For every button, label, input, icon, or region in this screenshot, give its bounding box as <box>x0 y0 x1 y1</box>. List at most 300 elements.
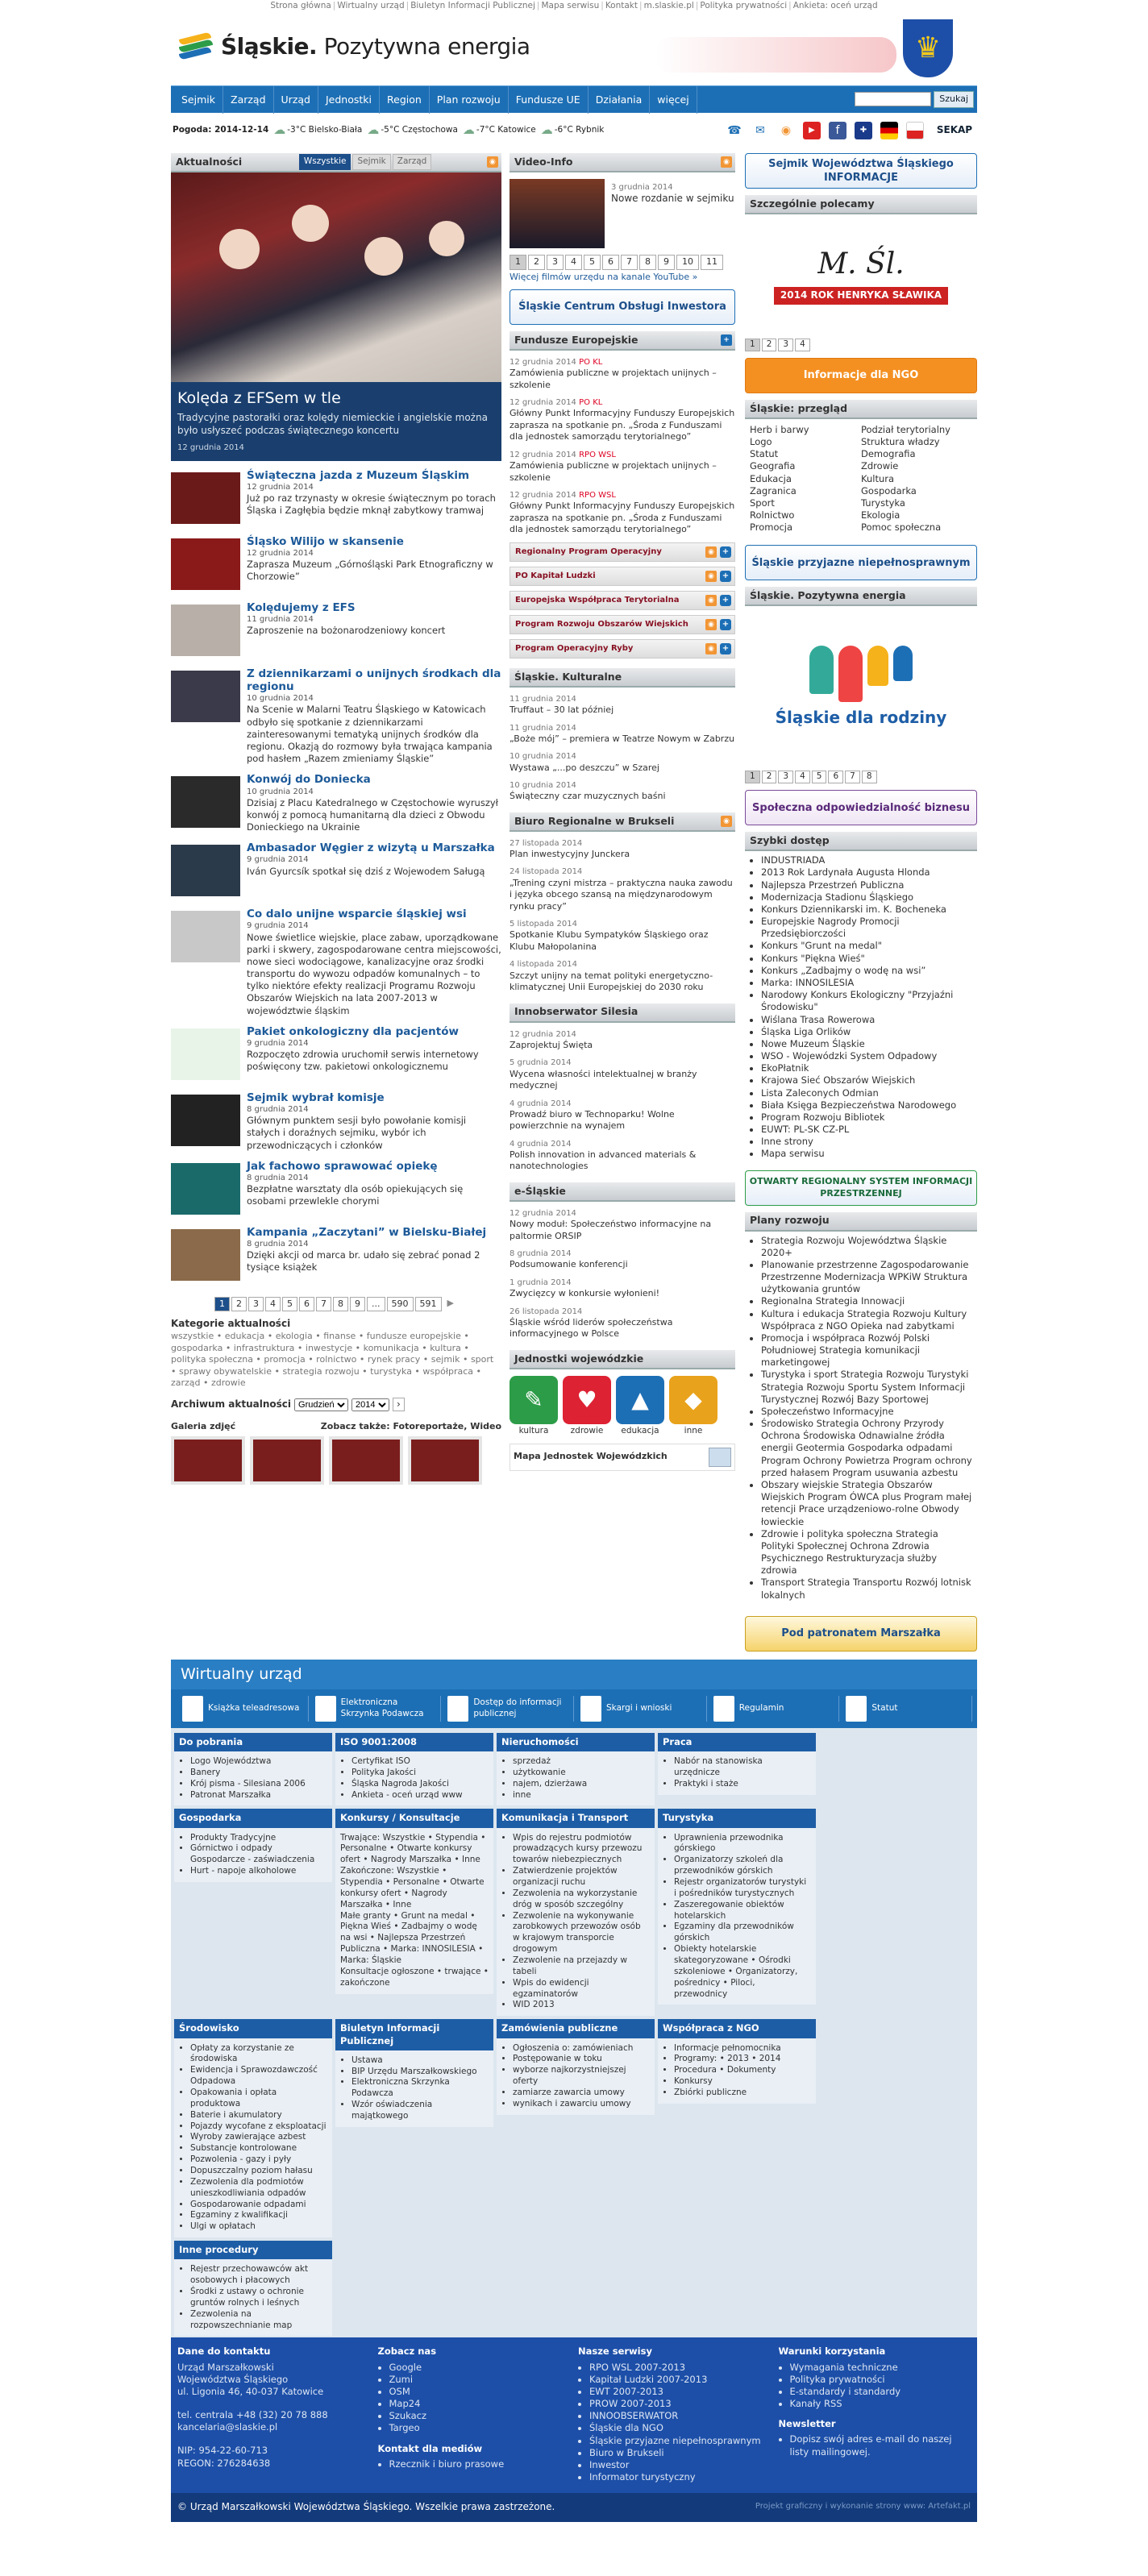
item-text[interactable]: Zamówienia publiczne w projektach unijnych – szkolenie <box>510 368 717 390</box>
hero-title[interactable]: Kolęda z EFSem w tle <box>177 389 341 407</box>
service-panel-link[interactable]: • Procedura • Dokumenty <box>674 2065 811 2076</box>
item-text[interactable]: Nowy moduł: Społeczeństwo informacyjne na paltormie ORSIP <box>510 1219 712 1241</box>
nav-item[interactable]: Plan rozwoju <box>430 86 509 114</box>
virtual-office-link[interactable] <box>441 1696 574 1722</box>
news-thumb[interactable] <box>171 911 240 962</box>
plus-icon[interactable]: + <box>720 595 731 606</box>
family-pager-page[interactable]: 8 <box>862 771 877 783</box>
plus-icon[interactable]: + <box>720 546 731 558</box>
news-thumb[interactable] <box>171 845 240 896</box>
service-panel-title[interactable]: Zamówienia publiczne <box>497 2019 655 2038</box>
nav-item[interactable]: Fundusze UE <box>509 86 589 114</box>
service-panel-link[interactable]: • Programy: • 2013 • 2014 <box>674 2054 811 2065</box>
footer-link[interactable]: • Targeo <box>389 2422 571 2434</box>
pager-page[interactable]: 2 <box>231 1297 247 1312</box>
news-title[interactable]: Jak fachowo sprawować opiekę <box>247 1159 438 1173</box>
top-link[interactable]: m.slaskie.pl <box>643 1 694 10</box>
rss-icon[interactable]: ◉ <box>487 156 498 168</box>
sejmik-banner[interactable]: Sejmik Województwa Śląskiego INFORMACJE <box>745 153 977 189</box>
item-text[interactable]: Spotkanie Klubu Sympatyków Śląskiego oraz Klubu Małopolanina <box>510 929 709 952</box>
service-panel-title[interactable]: Praca <box>658 1733 816 1751</box>
news-title[interactable]: Śląsko Wilijo w skansenie <box>247 534 404 548</box>
service-panel-link[interactable]: • Wzór oświadczenia majątkowego <box>351 2100 489 2122</box>
recommended-pager-page[interactable]: 2 <box>762 339 777 351</box>
nav-item[interactable]: Zarząd <box>223 86 274 114</box>
funds-subsection-label[interactable]: Regionalny Program Operacyjny <box>515 547 662 557</box>
overview-link[interactable]: Demografia <box>861 448 916 460</box>
service-panel-link[interactable]: • Polityka Jakości <box>351 1768 489 1779</box>
service-panel-link[interactable]: • Egzaminy dla przewodników górskich <box>674 1922 811 1944</box>
service-panel-link[interactable]: • Egzaminy z kwalifikacji <box>190 2210 327 2221</box>
family-pager-page[interactable]: 7 <box>845 771 860 783</box>
virtual-office-label[interactable]: Elektroniczna Skrzynka Podawcza <box>340 1697 424 1718</box>
dated-item[interactable] <box>510 1278 735 1300</box>
item-text[interactable]: Świąteczny czar muzycznych baśni <box>510 791 666 802</box>
overview-link[interactable]: Herb i barwy <box>750 423 809 435</box>
item-tag[interactable]: RPO WSL <box>579 450 616 459</box>
nav-item[interactable]: Urząd <box>274 86 318 114</box>
plan-link[interactable]: • Strategia Rozwoju Województwa Śląskie 2020+ <box>761 1235 972 1259</box>
service-panel-link[interactable]: • Substancje kontrolowane <box>190 2143 327 2154</box>
service-panel-link[interactable]: • Baterie i akumulatory <box>190 2110 327 2121</box>
dated-item[interactable] <box>510 450 735 484</box>
funds-subsection[interactable] <box>510 615 735 634</box>
dated-item[interactable] <box>510 919 735 953</box>
service-panel-link[interactable]: • Wpis do rejestru podmiotów prowadzących kursy przewozu towarów niebezpiecznych <box>513 1833 650 1867</box>
family-pager-page[interactable]: 3 <box>778 771 793 783</box>
quick-access-link[interactable]: • Program Rozwoju Bibliotek <box>761 1111 972 1124</box>
footer-link[interactable]: • RPO WSL 2007-2013 <box>589 2362 771 2374</box>
service-panel-link[interactable]: • Ulgi w opłatach <box>190 2221 327 2233</box>
dated-item[interactable] <box>510 1099 735 1132</box>
gallery-thumb[interactable] <box>171 1436 245 1485</box>
virtual-office-label[interactable]: Dostęp do informacji publicznej <box>473 1697 562 1718</box>
rss-icon[interactable]: ◉ <box>705 571 717 582</box>
archive-year-select[interactable] <box>351 1398 389 1411</box>
news-item[interactable] <box>171 601 501 659</box>
service-panel-link[interactable]: • Zezwolenie na wykonywanie zarobkowych przewozów osób w krajowym transporcie drogowym <box>513 1911 650 1955</box>
service-panel-link[interactable]: • Zezwolenie na przejazdy w tabeli <box>513 1955 650 1978</box>
quick-access-link[interactable]: • INDUSTRIADA <box>761 854 972 866</box>
service-panel-link[interactable]: • Dopuszczalny poziom hałasu <box>190 2166 327 2177</box>
footer-link[interactable]: • Kanały RSS <box>790 2398 971 2410</box>
news-title[interactable]: Ambasador Węgier z wizytą u Marszałka <box>247 841 495 855</box>
footer-link[interactable]: • Polityka prywatności <box>790 2374 971 2386</box>
gallery-thumb[interactable] <box>408 1436 482 1485</box>
coi-banner[interactable]: Śląskie Centrum Obsługi Inwestora <box>510 289 735 325</box>
unit-tile[interactable] <box>510 1376 558 1437</box>
dated-item[interactable] <box>510 357 735 391</box>
facebook-icon[interactable]: f <box>829 122 846 139</box>
unit-tile[interactable] <box>616 1376 664 1437</box>
service-panel-link[interactable]: • Krój pisma - Silesiana 2006 <box>190 1779 327 1790</box>
quick-access-link[interactable]: • Wiślana Trasa Rowerowa <box>761 1014 972 1026</box>
footer-link[interactable]: • Google <box>389 2362 571 2374</box>
dated-item[interactable] <box>510 866 735 912</box>
disabled-banner[interactable]: Śląskie przyjazne niepełnosprawnym <box>745 545 977 580</box>
footer-link[interactable]: • OSM <box>389 2386 571 2398</box>
item-tag[interactable]: RPO WSL <box>579 491 616 501</box>
plan-link[interactable]: • Promocja i współpraca Rozwój Polski Południowej Strategia komunikacji marketingowej <box>761 1332 972 1369</box>
service-panel-link[interactable]: • Ogłoszenia o: zamówieniach <box>513 2043 650 2055</box>
overview-link[interactable]: Promocja <box>750 521 793 534</box>
footer-link[interactable]: • Map24 <box>389 2398 571 2410</box>
item-text[interactable]: Śląskie wśród liderów społeczeństwa informacyjnego w Polsce <box>510 1316 673 1340</box>
news-thumb[interactable] <box>171 776 240 828</box>
video-pager-page[interactable]: 4 <box>565 255 582 270</box>
plan-link[interactable]: • Planowanie przestrzenne Zagospodarowanie Przestrzenne Modernizacja WPKiW Struktura użytkowania gruntów <box>761 1259 972 1296</box>
service-panel-link[interactable]: • sprzedaż <box>513 1756 650 1768</box>
plan-link[interactable]: • Obszary wiejskie Strategia Obszarów Wiejskich Program ÓWCA plus Program małej retencji Prace urządzeniowo-rolne Obwody łowieckie <box>761 1479 972 1528</box>
plan-link[interactable]: • Kultura i edukacja Strategia Rozwoju Kultury Współpraca z NGO Opieka nad zabytkami <box>761 1308 972 1332</box>
overview-link[interactable]: Geografia <box>750 460 796 472</box>
news-title[interactable]: Co dalo unijne wsparcie śląskiej wsi <box>247 908 467 921</box>
gallery-thumb[interactable] <box>329 1436 403 1485</box>
news-tab[interactable]: Sejmik <box>352 154 390 170</box>
slawik-banner[interactable] <box>745 214 977 335</box>
service-panel-link[interactable]: • Zaszeregowanie obiektów hotelarskich <box>674 1900 811 1922</box>
video-pager-page[interactable]: 6 <box>602 255 619 270</box>
service-panel-title[interactable]: Komunikacja i Transport <box>497 1809 655 1827</box>
top-link[interactable]: Biuletyn Informacji Publicznej <box>410 1 535 10</box>
service-panel-title[interactable]: Do pobrania <box>174 1733 332 1751</box>
news-title[interactable]: Sejmik wybrał komisje <box>247 1091 385 1104</box>
virtual-office-link[interactable] <box>574 1696 707 1722</box>
service-panel-title[interactable]: Biuletyn Informacji Publicznej <box>335 2019 493 2050</box>
unit-tile[interactable] <box>669 1376 718 1437</box>
overview-link[interactable]: Pomoc społeczna <box>861 521 942 534</box>
flag-cz-icon[interactable] <box>906 122 924 139</box>
video-pager-page[interactable]: 2 <box>528 255 545 270</box>
quick-access-link[interactable]: • Inne strony <box>761 1136 972 1148</box>
quick-access-link[interactable]: • Narodowy Konkurs Ekologiczny "Przyjaźni Środowisku" <box>761 989 972 1013</box>
dated-item[interactable] <box>510 1249 735 1271</box>
service-panel-title[interactable]: Inne procedury <box>174 2241 332 2259</box>
virtual-office-link[interactable] <box>839 1696 972 1722</box>
service-panel-link[interactable]: • inne <box>513 1790 650 1801</box>
nav-item[interactable]: Działania <box>589 86 651 114</box>
item-text[interactable]: Wystawa „...po deszczu” w Szarej <box>510 762 659 773</box>
recommended-pager-page[interactable]: 3 <box>778 339 793 351</box>
top-link[interactable]: Ankieta: oceń urząd <box>792 1 878 10</box>
pager-next-icon[interactable]: ▶ <box>447 1297 454 1308</box>
quick-access-link[interactable]: • Marka: INNOSILESIA <box>761 977 972 989</box>
nav-item[interactable]: Jednostki <box>318 86 380 114</box>
funds-subsection[interactable] <box>510 591 735 610</box>
pager-page[interactable]: 3 <box>248 1297 264 1312</box>
service-panel-link[interactable]: • Pojazdy wycofane z eksploatacji <box>190 2121 327 2133</box>
flag-de-icon[interactable] <box>880 122 898 139</box>
family-banner[interactable] <box>745 606 977 767</box>
quick-access-link[interactable]: • Śląska Liga Orlików <box>761 1026 972 1038</box>
service-panel-link[interactable]: • Ustawa <box>351 2055 489 2067</box>
top-link[interactable]: Strona główna <box>270 1 331 10</box>
virtual-office-link[interactable] <box>309 1696 442 1722</box>
pager-page[interactable]: ... <box>367 1297 385 1312</box>
pager-page[interactable]: 7 <box>316 1297 331 1312</box>
footer-link[interactable]: • Rzecznik i biuro prasowe <box>389 2458 571 2470</box>
item-text[interactable]: Główny Punkt Informacyjny Funduszy Europejskich zaprasza na spotkanie pn. „Środa z Funduszami dla jednostek samorządu terytorialnego” <box>510 501 735 535</box>
service-panel-link[interactable]: • Postępowanie w toku <box>513 2054 650 2065</box>
virtual-office-link[interactable] <box>707 1696 840 1722</box>
footer-link[interactable]: • Śląskie dla NGO <box>589 2422 771 2434</box>
hero-news[interactable] <box>171 172 501 461</box>
virtual-office-label[interactable]: Książka teleadresowa <box>208 1702 300 1713</box>
plus-icon[interactable]: + <box>720 619 731 630</box>
dated-item[interactable] <box>510 1057 735 1091</box>
nav-item[interactable]: więcej <box>650 86 697 114</box>
quick-access-link[interactable]: • EkoPłatnik <box>761 1062 972 1074</box>
service-panel-link[interactable]: • Zbiórki publiczne <box>674 2088 811 2099</box>
pager-page[interactable]: 8 <box>333 1297 348 1312</box>
footer-link[interactable]: • Dopisz swój adres e-mail do naszej listy mailingowej. <box>790 2433 971 2458</box>
pager-page[interactable]: 4 <box>265 1297 281 1312</box>
footer-link[interactable]: • EWT 2007-2013 <box>589 2386 771 2398</box>
service-panel-link[interactable]: • Praktyki i staże <box>674 1779 811 1790</box>
service-panel-link[interactable]: • użytkowanie <box>513 1768 650 1779</box>
news-item[interactable] <box>171 469 501 527</box>
service-panel-link[interactable]: • Informacje pełnomocnika <box>674 2043 811 2055</box>
youtube-icon[interactable]: ▶ <box>803 122 821 139</box>
service-panel-link[interactable]: • Opakowania i opłata produktowa <box>190 2088 327 2110</box>
funds-subsection[interactable] <box>510 542 735 562</box>
csr-banner[interactable]: Społeczna odpowiedzialność biznesu <box>745 790 977 825</box>
funds-subsection[interactable] <box>510 639 735 659</box>
plus-icon[interactable]: + <box>720 571 731 582</box>
dated-item[interactable] <box>510 780 735 803</box>
service-panel-link[interactable]: • Zezwolenia na wykorzystanie dróg w sposób szczególny <box>513 1888 650 1911</box>
news-title[interactable]: Konwój do Doniecka <box>247 773 371 787</box>
overview-link[interactable]: Zdrowie <box>861 460 899 472</box>
service-panel-link[interactable]: • Zezwolenia na rozpowszechnianie map <box>190 2309 327 2332</box>
unit-tile[interactable] <box>563 1376 611 1437</box>
overview-link[interactable]: Logo <box>750 436 772 448</box>
plan-link[interactable]: • Transport Strategia Transportu Rozwój lotnisk lokalnych <box>761 1577 972 1601</box>
units-map-link[interactable]: Mapa Jednostek Wojewódzkich <box>514 1451 668 1462</box>
service-panel-link[interactable]: • Obiekty hotelarskie skategoryzowane • Ośrodki szkoleniowe • Organizatorzy, pośrednicy • Piloci, przewodnicy <box>674 1944 811 2000</box>
item-text[interactable]: „Boże mój” – premiera w Teatrze Nowym w Zabrzu <box>510 733 735 744</box>
service-panel-link[interactable]: • wyborze najkorzystniejszej oferty <box>513 2065 650 2088</box>
news-tab[interactable]: Wszystkie <box>299 154 351 170</box>
item-text[interactable]: Zamówienia publiczne w projektach unijnych – szkolenie <box>510 460 717 483</box>
dated-item[interactable] <box>510 959 735 993</box>
quick-access-link[interactable]: • Modernizacja Stadionu Śląskiego <box>761 891 972 904</box>
service-panel-title[interactable]: Gospodarka <box>174 1809 332 1827</box>
news-item[interactable] <box>171 1025 501 1083</box>
overview-link[interactable]: Struktura władzy <box>861 436 940 448</box>
top-link[interactable]: Wirtualny urząd <box>337 1 405 10</box>
service-panel-title[interactable]: Konkursy / Konsultacje <box>335 1809 493 1827</box>
service-panel-link[interactable]: • Zezwolenia dla podmiotów unieszkodliwiania odpadów <box>190 2177 327 2200</box>
news-thumb[interactable] <box>171 1095 240 1146</box>
nav-item[interactable]: Sejmik <box>174 86 223 114</box>
archive-month-select[interactable] <box>294 1398 348 1411</box>
service-panel-link[interactable]: • Opłaty za korzystanie ze środowiska <box>190 2043 327 2066</box>
gallery-thumb[interactable] <box>250 1436 324 1485</box>
news-thumb[interactable] <box>171 1028 240 1080</box>
dated-item[interactable] <box>510 1139 735 1173</box>
overview-link[interactable]: Gospodarka <box>861 484 917 497</box>
news-thumb[interactable] <box>171 472 240 524</box>
overview-link[interactable]: Statut <box>750 448 779 460</box>
quick-access-link[interactable]: • Krajowa Sieć Obszarów Wiejskich <box>761 1074 972 1086</box>
service-panel-link[interactable]: • Nabór na stanowiska urzędnicze <box>674 1756 811 1779</box>
item-text[interactable]: Zaprojektuj Święta <box>510 1039 593 1050</box>
footer-link[interactable]: • Zumi <box>389 2374 571 2386</box>
video-pager-page[interactable]: 3 <box>547 255 564 270</box>
gallery-also[interactable]: Zobacz także: Fotoreportaże, Wideo <box>320 1421 501 1432</box>
news-title[interactable]: Kampania „Zaczytani” w Bielsku-Białej <box>247 1225 487 1239</box>
video-item-title[interactable]: Nowe rozdanie w sejmiku <box>611 193 734 205</box>
dated-item[interactable] <box>510 1029 735 1052</box>
service-panel-text[interactable]: Trwające: Wszystkie • Stypendia • Personalne • Otwarte konkursy ofert • Nagrody Marszałka • Inne Zakończone: Wszystkie • Stypendia • Personalne • Otwarte konkursy ofert • Nagrody Marszałka • Inne Małe granty • Grunt na medal • Piękna Wieś • Zadbajmy o wodę na wsi • Najlepsza Przestrzeń Publiczna • Marka: INNOSILESIA • Marka: Śląskie Konsultacje ogłoszone • trwające • zakończone <box>335 1828 493 1994</box>
service-panel-link[interactable]: • Ewidencja i Sprawozdawczość Odpadowa <box>190 2065 327 2088</box>
nav-item[interactable]: Region <box>380 86 430 114</box>
item-tag[interactable]: PO KL <box>579 398 603 408</box>
service-panel-link[interactable]: • Certyfikat ISO <box>351 1756 489 1768</box>
funds-subsection-label[interactable]: PO Kapitał Ludzki <box>515 571 596 581</box>
service-panel-link[interactable]: • Konkursy <box>674 2076 811 2088</box>
service-panel-link[interactable]: • Banery <box>190 1768 327 1779</box>
orsip-banner[interactable]: OTWARTY REGIONALNY SYSTEM INFORMACJI PRZESTRZENNEJ <box>745 1170 977 1206</box>
quick-access-link[interactable]: • Konkurs Dziennikarski im. K. Bocheneka <box>761 904 972 916</box>
plus-icon[interactable]: + <box>721 334 732 346</box>
service-panel-title[interactable]: Turystyka <box>658 1809 816 1827</box>
news-item[interactable] <box>171 1160 501 1218</box>
item-text[interactable]: „Trening czyni mistrza – praktyczna nauka zawodu i języka obcego szansą na międzynarodowym rynku pracy” <box>510 877 733 912</box>
overview-link[interactable]: Ekologia <box>861 509 901 521</box>
service-panel-link[interactable]: • Wyroby zawierające azbest <box>190 2132 327 2143</box>
footer-link[interactable]: • INNOOBSERWATOR <box>589 2410 771 2422</box>
service-panel-link[interactable]: • Górnictwo i odpady Gospodarcze - zaświadczenia <box>190 1843 327 1866</box>
item-text[interactable]: Podsumowanie konferencji <box>510 1259 628 1270</box>
funds-subsection-label[interactable]: Program Rozwoju Obszarów Wiejskich <box>515 620 688 629</box>
video-pager-page[interactable]: 10 <box>676 255 699 270</box>
quick-access-link[interactable]: • 2013 Rok Lardynała Augusta Hlonda <box>761 866 972 879</box>
service-panel-link[interactable]: • Ankieta - oceń urząd www <box>351 1790 489 1801</box>
item-text[interactable]: Plan inwestycyjny Junckera <box>510 848 630 859</box>
logo[interactable] <box>179 31 530 63</box>
ngo-banner[interactable]: Informacje dla NGO <box>745 358 977 393</box>
family-pager-page[interactable]: 4 <box>795 771 810 783</box>
news-item[interactable] <box>171 773 501 833</box>
news-item[interactable] <box>171 535 501 593</box>
plan-link[interactable]: • Regionalna Strategia Innowacji <box>761 1295 972 1307</box>
service-panel-link[interactable]: • Środki z ustawy o ochronie gruntów rolnych i leśnych <box>190 2287 327 2309</box>
item-text[interactable]: Szczyt unijny na temat polityki energetyczno-klimatycznej Unii Europejskiej do 2030 roku <box>510 970 713 993</box>
quick-access-link[interactable]: • Nowe Muzeum Śląskie <box>761 1038 972 1050</box>
quick-access-link[interactable]: • Najlepsza Przestrzeń Publiczna <box>761 879 972 891</box>
dated-item[interactable] <box>510 694 735 717</box>
service-panel-link[interactable]: • Elektroniczna Skrzynka Podawcza <box>351 2077 489 2100</box>
news-title[interactable]: Z dziennikarzami o unijnych środkach dla regionu <box>247 667 501 694</box>
service-panel-link[interactable]: • zamiarze zawarcia umowy <box>513 2088 650 2099</box>
video-pager-page[interactable]: 7 <box>621 255 638 270</box>
quick-access-link[interactable]: • EUWT: PL-SK CZ-PL <box>761 1124 972 1136</box>
funds-subsection-label[interactable]: Europejska Współpraca Terytorialna <box>515 596 680 605</box>
video-pager-page[interactable]: 5 <box>584 255 601 270</box>
item-text[interactable]: Prowadź biuro w Technoparku! Wolne powierzchnie na wynajem <box>510 1108 675 1132</box>
archive-go-button[interactable]: › <box>393 1398 405 1412</box>
recommended-pager-page[interactable]: 4 <box>795 339 810 351</box>
item-text[interactable]: Truffaut – 30 lat później <box>510 704 614 716</box>
family-pager-page[interactable]: 5 <box>812 771 827 783</box>
footer-link[interactable]: • E-standardy i standardy <box>790 2386 971 2398</box>
service-panel-title[interactable]: Współpraca z NGO <box>658 2019 816 2038</box>
quick-access-link[interactable]: • Konkurs "Grunt na medal" <box>761 940 972 952</box>
family-pager-page[interactable]: 2 <box>762 771 777 783</box>
categories-links[interactable]: wszystkie • edukacja • ekologia • finanse • fundusze europejskie • gospodarka • infrastruktura • inwestycje • komunikacja • kultura • polityka społeczna • promocja • rolnictwo • rynek pracy • sejmik • sport • sprawy obywatelskie • strategia rozwoju • turystyka • współpraca • zarząd • zdrowie <box>171 1331 494 1389</box>
news-thumb[interactable] <box>171 538 240 590</box>
map-icon[interactable] <box>709 1448 731 1467</box>
pager-page[interactable]: 6 <box>299 1297 314 1312</box>
pager-page[interactable]: 9 <box>350 1297 365 1312</box>
service-panel-link[interactable]: • wynikach i zawarciu umowy <box>513 2099 650 2110</box>
overview-link[interactable]: Podział terytorialny <box>861 423 950 435</box>
video-more-link[interactable]: Więcej filmów urzędu na kanale YouTube » <box>510 271 698 282</box>
dated-item[interactable] <box>510 490 735 536</box>
pager-page[interactable]: 590 <box>387 1297 414 1312</box>
quick-access-link[interactable]: • Biała Księga Bezpieczeństwa Narodowego <box>761 1099 972 1111</box>
recommended-pager-page[interactable]: 1 <box>745 339 760 351</box>
service-panel-link[interactable]: • Logo Województwa <box>190 1756 327 1768</box>
overview-link[interactable]: Kultura <box>861 472 895 484</box>
plan-link[interactable]: • Turystyka i sport Strategia Rozwoju Turystyki Strategia Rozwoju Sportu System Informacji Turystycznej Rozwój Bazy Sportowej <box>761 1369 972 1406</box>
quick-access-link[interactable]: • Mapa serwisu <box>761 1148 972 1160</box>
footer-link[interactable]: • Biuro w Brukseli <box>589 2447 771 2459</box>
dated-item[interactable] <box>510 1307 735 1340</box>
quick-access-link[interactable]: • Konkurs „Zadbajmy o wodę na wsi” <box>761 965 972 977</box>
dated-item[interactable] <box>510 723 735 746</box>
item-tag[interactable]: PO KL <box>579 358 603 368</box>
footer-link[interactable]: • Kapitał Ludzki 2007-2013 <box>589 2374 771 2386</box>
news-title[interactable]: Kolędujemy z EFS <box>247 600 356 614</box>
service-panel-link[interactable]: • Pozwolenia - gazy i pyły <box>190 2154 327 2166</box>
rss-icon[interactable]: ◉ <box>705 643 717 654</box>
news-thumb[interactable] <box>171 671 240 722</box>
footer-link[interactable]: • Śląskie przyjazne niepełnosprawnym <box>589 2435 771 2447</box>
item-text[interactable]: Polish innovation in advanced materials & nanotechnologies <box>510 1149 697 1172</box>
pager-page[interactable]: 5 <box>282 1297 297 1312</box>
service-panel-link[interactable]: • Śląska Nagroda Jakości <box>351 1779 489 1790</box>
funds-subsection-label[interactable]: Program Operacyjny Ryby <box>515 644 634 654</box>
news-thumb[interactable] <box>171 605 240 656</box>
dated-item[interactable] <box>510 838 735 861</box>
video-pager-page[interactable]: 8 <box>639 255 656 270</box>
service-panel-link[interactable]: • BIP Urzędu Marszałkowskiego <box>351 2067 489 2078</box>
virtual-office-label[interactable]: Skargi i wnioski <box>606 1702 672 1713</box>
overview-link[interactable]: Rolnictwo <box>750 509 795 521</box>
plan-link[interactable]: • Zdrowie i polityka społeczna Strategia Polityki Społecznej Ochrona Zdrowia Psychicznego Restrukturyzacja służby zdrowia <box>761 1528 972 1577</box>
service-panel-link[interactable]: • Patronat Marszałka <box>190 1790 327 1801</box>
flag-uk-icon[interactable]: ✚ <box>855 122 872 139</box>
family-pager-page[interactable]: 1 <box>745 771 760 783</box>
overview-link[interactable]: Edukacja <box>750 472 792 484</box>
video-pager-page[interactable]: 9 <box>658 255 675 270</box>
quick-access-link[interactable]: • Lista Zaleconych Odmian <box>761 1087 972 1099</box>
search-button[interactable]: Szukaj <box>934 91 974 108</box>
plan-link[interactable]: • Społeczeństwo Informacyjne <box>761 1406 972 1418</box>
news-item[interactable] <box>171 667 501 765</box>
service-panel-link[interactable]: • Rejestr przechowawców akt osobowych i płacowych <box>190 2264 327 2287</box>
service-panel-title[interactable]: Środowisko <box>174 2019 332 2038</box>
footer-link[interactable]: • Szukacz <box>389 2410 571 2422</box>
news-thumb[interactable] <box>171 1163 240 1215</box>
item-text[interactable]: Zwycięzcy w konkursie wyłonieni! <box>510 1288 660 1299</box>
rss-icon[interactable]: ◉ <box>705 619 717 630</box>
top-link[interactable]: Mapa serwisu <box>541 1 600 10</box>
overview-link[interactable]: Turystyka <box>861 497 905 509</box>
